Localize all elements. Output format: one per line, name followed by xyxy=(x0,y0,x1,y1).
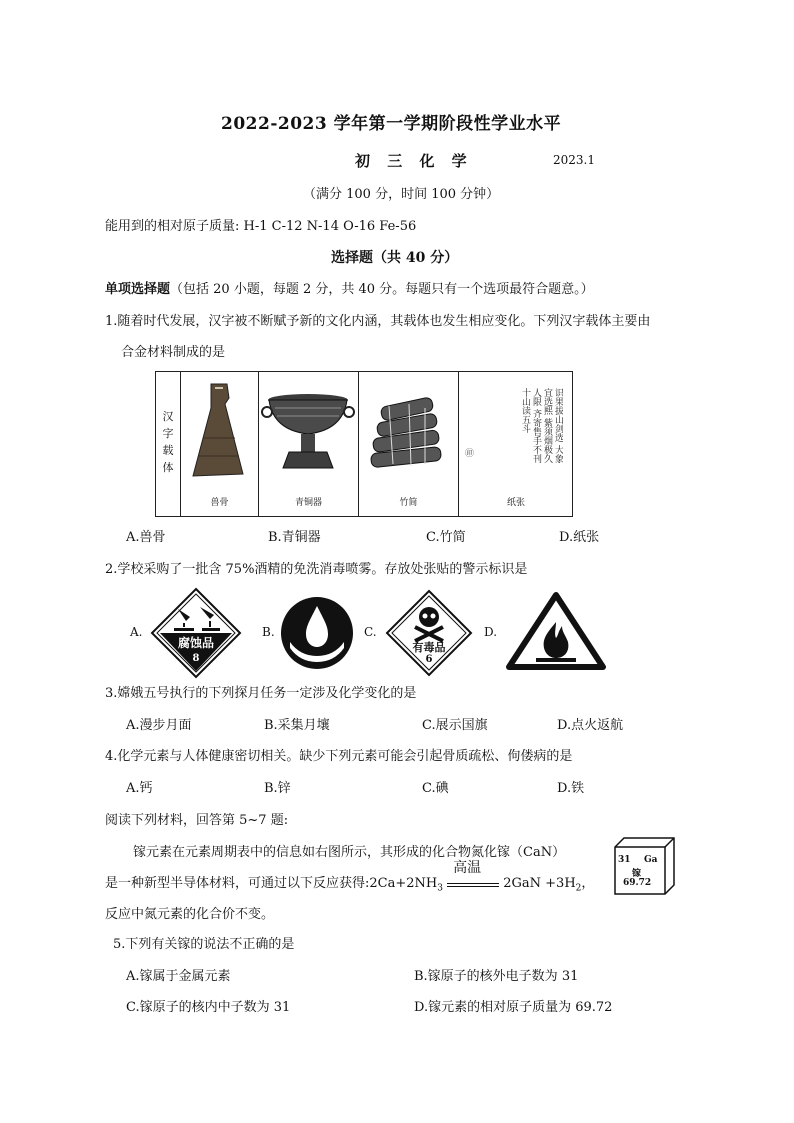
q2-label-a[interactable]: A. xyxy=(130,625,143,639)
q1-option-d[interactable]: D.纸张 xyxy=(559,530,600,545)
element-number: 31 xyxy=(618,855,631,865)
atomic-masses: 能用到的相对原子质量: H-1 C-12 N-14 O-16 Fe-56 xyxy=(105,219,417,234)
q2-label-c[interactable]: C. xyxy=(364,625,377,639)
q4-option-d[interactable]: D.铁 xyxy=(557,781,585,796)
q3-option-c[interactable]: C.展示国旗 xyxy=(422,718,488,733)
section-intro-bold: 单项选择题 xyxy=(105,282,171,297)
q3-option-d[interactable]: D.点火返航 xyxy=(557,718,624,733)
q1-option-b[interactable]: B.青铜器 xyxy=(268,530,321,545)
q5-stem: 5.下列有关镓的说法不正确的是 xyxy=(113,937,295,952)
caption-bamboo: 竹简 xyxy=(399,498,418,508)
exam-date: 2023.1 xyxy=(553,153,595,167)
element-symbol: Ga xyxy=(644,855,658,865)
reading-p2 xyxy=(105,860,595,897)
exam-title: 2022-2023 学年第一学期阶段性学业水平 xyxy=(221,114,562,134)
q3-stem: 3.嫦娥五号执行的下列探月任务一定涉及化学变化的是 xyxy=(105,686,417,701)
q4-stem: 4.化学元素与人体健康密切相关。缺少下列元素可能会引起骨质疏松、佝偻病的是 xyxy=(105,749,573,764)
element-name: 镓 xyxy=(632,869,642,879)
caption-bronze: 青铜器 xyxy=(294,498,322,508)
q1-stem-line1: 1.随着时代发展，汉字被不断赋予新的文化内涵，其载体也发生相应变化。下列汉字载体主要由 xyxy=(105,314,651,329)
reaction-arrow xyxy=(447,860,499,892)
q1-option-c[interactable]: C.竹简 xyxy=(426,530,466,545)
reaction-sub-3: 3 xyxy=(437,883,443,894)
cell-bamboo xyxy=(358,372,458,516)
section-intro xyxy=(105,282,594,298)
q5-option-b[interactable]: B.镓原子的核外电子数为 31 xyxy=(414,969,579,984)
caption-bone: 兽骨 xyxy=(210,498,229,508)
q4-option-a[interactable]: A.钙 xyxy=(126,781,153,796)
flammable-sign-icon xyxy=(506,592,606,670)
q5-option-a[interactable]: A.镓属于金属元素 xyxy=(126,969,231,984)
section-intro-rest: （包括 20 小题，每题 2 分，共 40 分。每题只有一个选项最符合题意。） xyxy=(170,282,594,297)
q1-option-a[interactable]: A.兽骨 xyxy=(126,530,166,545)
q5-option-c[interactable]: C.镓原子的核内中子数为 31 xyxy=(126,1000,291,1015)
reading-p3: 反应中氮元素的化合价不变。 xyxy=(105,907,275,922)
element-card-frame xyxy=(614,837,676,897)
no-water-sign-icon xyxy=(280,596,354,670)
subject-title: 初 三 化 学 xyxy=(355,152,473,170)
cell-bronze xyxy=(258,372,358,516)
q1-image-table xyxy=(155,371,573,517)
q3-option-a[interactable]: A.漫步月面 xyxy=(126,718,192,733)
corrosive-sign-num: 8 xyxy=(192,653,200,664)
bamboo-slips-image xyxy=(359,388,457,498)
q2-stem: 2.学校采购了一批含 75%酒精的免洗消毒喷雾。存放处张贴的警示标识是 xyxy=(105,562,528,577)
reading-intro: 阅读下列材料，回答第 5~7 题: xyxy=(105,813,289,828)
q4-option-c[interactable]: C.碘 xyxy=(422,781,449,796)
section-title: 选择题（共 40 分） xyxy=(331,250,459,266)
exam-info: （满分 100 分，时间 100 分钟） xyxy=(303,187,500,202)
q4-option-b[interactable]: B.锌 xyxy=(264,781,291,796)
corrosive-sign-icon xyxy=(150,587,242,679)
q2-label-b[interactable]: B. xyxy=(262,625,275,639)
bronze-vessel-image xyxy=(259,382,357,492)
corrosive-sign-text: 腐蚀品 xyxy=(177,636,214,650)
q1-stem-line2: 合金材料制成的是 xyxy=(121,345,226,360)
toxic-sign-num: 6 xyxy=(425,654,433,665)
calligraphy-text: 识果拔山剑选 大象宜选熙 紫须烟极久人限 齐寄售手不刊 十山读五斗 xyxy=(520,388,563,463)
bone-image xyxy=(181,378,257,488)
reaction-sub-2: 2 xyxy=(575,883,582,894)
q2-label-d[interactable]: D. xyxy=(484,625,498,639)
calligraphy-seal: ㊞ xyxy=(465,449,475,459)
reaction-comma: ， xyxy=(581,876,595,891)
element-mass: 69.72 xyxy=(623,878,652,888)
toxic-sign-text: 有毒品 xyxy=(412,641,446,654)
q5-option-d[interactable]: D.镓元素的相对原子质量为 69.72 xyxy=(414,1000,613,1015)
reading-p1: 镓元素在元素周期表中的信息如右图所示，其形成的化合物氮化镓（CaN） xyxy=(133,845,566,860)
reaction-right: 2GaN +3H xyxy=(503,876,576,891)
table-side-label: 汉字载体 xyxy=(162,410,174,474)
caption-paper: 纸张 xyxy=(506,498,525,508)
q3-option-b[interactable]: B.采集月壤 xyxy=(264,718,330,733)
cell-paper xyxy=(458,372,573,516)
reaction-left: 是一种新型半导体材料，可通过以下反应获得:2Ca+2NH xyxy=(105,876,438,891)
reaction-condition: 高温 xyxy=(453,860,482,876)
cell-bone xyxy=(180,372,258,516)
